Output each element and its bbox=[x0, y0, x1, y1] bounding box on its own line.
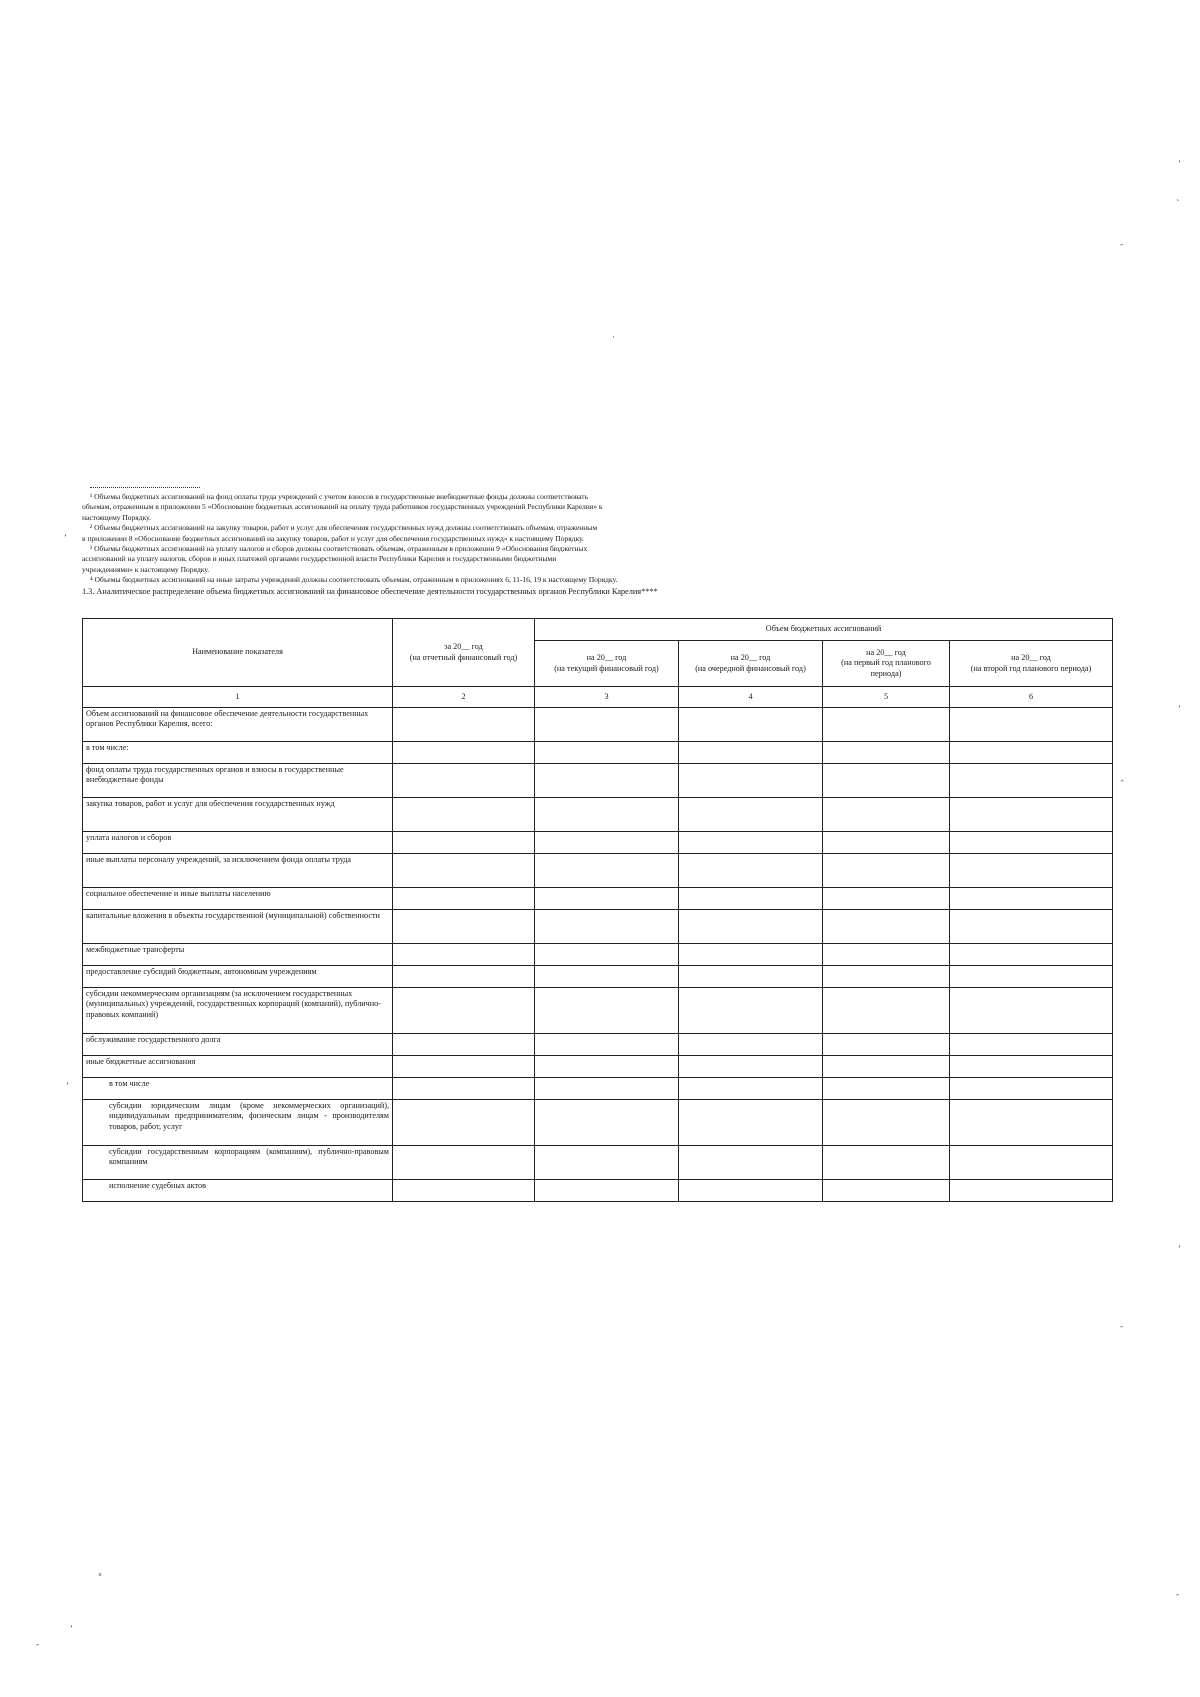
table-row bbox=[83, 988, 1113, 1034]
table-row bbox=[83, 1180, 1113, 1202]
value-cell bbox=[535, 742, 679, 764]
table-row bbox=[83, 798, 1113, 832]
value-cell bbox=[535, 798, 679, 832]
table-row bbox=[83, 708, 1113, 742]
scan-mark: ˎ bbox=[1176, 192, 1181, 202]
value-cell bbox=[950, 742, 1113, 764]
table-row bbox=[83, 1146, 1113, 1180]
header-allocations-group: Объем бюджетных ассигнований bbox=[535, 619, 1113, 641]
value-cell bbox=[823, 708, 950, 742]
value-cell bbox=[679, 1180, 823, 1202]
row-label: фонд оплаты труда государственных органов и взносы в государственные внебюджетные фонды bbox=[83, 764, 393, 798]
value-cell bbox=[679, 966, 823, 988]
value-cell bbox=[535, 1100, 679, 1146]
value-cell bbox=[679, 888, 823, 910]
value-cell bbox=[950, 1180, 1113, 1202]
scan-mark: - bbox=[36, 1640, 40, 1650]
value-cell bbox=[535, 888, 679, 910]
row-label: Объем ассигнований на финансовое обеспечение деятельности государственных органов Республики Карелия, всего: bbox=[83, 708, 393, 742]
value-cell bbox=[950, 854, 1113, 888]
header-next-year: на 20__ год (на очередной финансовый год) bbox=[679, 641, 823, 687]
value-cell bbox=[679, 798, 823, 832]
value-cell bbox=[679, 854, 823, 888]
column-number: 2 bbox=[393, 687, 535, 708]
table-row bbox=[83, 1100, 1113, 1146]
row-label: субсидии юридическим лицам (кроме некоммерческих организаций), индивидуальным предпринимателям, физическим лицам - производителям товаров, работ, услуг bbox=[83, 1100, 393, 1146]
table-row bbox=[83, 854, 1113, 888]
value-cell bbox=[535, 944, 679, 966]
row-label: иные бюджетные ассигнования bbox=[83, 1056, 393, 1078]
scan-mark: ʼ bbox=[64, 534, 67, 544]
scan-mark: ʼ bbox=[1178, 160, 1181, 170]
value-cell bbox=[679, 1078, 823, 1100]
row-label: капитальные вложения в объекты государственной (муниципальной) собственности bbox=[83, 910, 393, 944]
value-cell bbox=[393, 1034, 535, 1056]
header-current-year: на 20__ год (на текущий финансовый год) bbox=[535, 641, 679, 687]
value-cell bbox=[393, 888, 535, 910]
value-cell bbox=[679, 1100, 823, 1146]
row-label: социальное обеспечение и иные выплаты населению bbox=[83, 888, 393, 910]
value-cell bbox=[393, 798, 535, 832]
value-cell bbox=[823, 1100, 950, 1146]
footnote-line: в приложении 8 «Обоснование бюджетных ассигнований на закупку товаров, работ и услуг для обеспечения государственных нужд» к настоящему Порядку. bbox=[82, 533, 584, 543]
value-cell bbox=[535, 1078, 679, 1100]
section-title: 1.3. Аналитическое распределение объема бюджетных ассигнований на финансовое обеспечение деятельности государственных органов Республики Карелия**** bbox=[82, 586, 658, 596]
scan-mark: ʼ bbox=[70, 1625, 73, 1635]
row-label: в том числе bbox=[83, 1078, 393, 1100]
header-reporting-year: за 20__ год (на отчетный финансовый год) bbox=[393, 619, 535, 687]
scan-mark: - bbox=[1120, 240, 1124, 250]
value-cell bbox=[393, 1146, 535, 1180]
table-row bbox=[83, 944, 1113, 966]
value-cell bbox=[679, 1034, 823, 1056]
table-row bbox=[83, 910, 1113, 944]
value-cell bbox=[535, 988, 679, 1034]
value-cell bbox=[823, 854, 950, 888]
value-cell bbox=[393, 1078, 535, 1100]
column-number-row bbox=[83, 687, 1113, 708]
scan-mark: ʼ bbox=[66, 1082, 69, 1092]
value-cell bbox=[823, 742, 950, 764]
value-cell bbox=[823, 888, 950, 910]
value-cell bbox=[950, 832, 1113, 854]
value-cell bbox=[535, 764, 679, 798]
scan-mark: ˣ bbox=[98, 1572, 102, 1582]
table-header bbox=[83, 619, 1113, 708]
value-cell bbox=[393, 910, 535, 944]
value-cell bbox=[535, 854, 679, 888]
value-cell bbox=[679, 742, 823, 764]
value-cell bbox=[823, 1056, 950, 1078]
footnote-line: ³ Объемы бюджетных ассигнований на уплату налогов и сборов должны соответствовать объемам, отраженным в приложении 9 «Обоснования бюджетных bbox=[90, 544, 588, 554]
scan-mark: ʼ bbox=[1178, 705, 1181, 715]
row-label: исполнение судебных актов bbox=[83, 1180, 393, 1202]
table-row bbox=[83, 1034, 1113, 1056]
row-label: уплата налогов и сборов bbox=[83, 832, 393, 854]
value-cell bbox=[823, 910, 950, 944]
value-cell bbox=[535, 1146, 679, 1180]
value-cell bbox=[393, 966, 535, 988]
table-body bbox=[83, 708, 1113, 1202]
table-row bbox=[83, 832, 1113, 854]
footnote-line: объемам, отраженным в приложении 5 «Обоснование бюджетных ассигнований на оплату труда работников государственных учреждений Республики Карелия» к bbox=[82, 502, 603, 512]
value-cell bbox=[535, 966, 679, 988]
scan-mark: · bbox=[612, 333, 615, 343]
value-cell bbox=[950, 1146, 1113, 1180]
value-cell bbox=[679, 944, 823, 966]
value-cell bbox=[535, 832, 679, 854]
value-cell bbox=[679, 832, 823, 854]
value-cell bbox=[679, 910, 823, 944]
value-cell bbox=[535, 910, 679, 944]
value-cell bbox=[535, 1056, 679, 1078]
value-cell bbox=[679, 1056, 823, 1078]
value-cell bbox=[950, 764, 1113, 798]
column-number: 1 bbox=[83, 687, 393, 708]
row-label: субсидии некоммерческим организациям (за исключением государственных (муниципальных) учреждений, государственных корпораций (компаний), публично-правовых компаний) bbox=[83, 988, 393, 1034]
value-cell bbox=[950, 910, 1113, 944]
value-cell bbox=[823, 832, 950, 854]
footnote-line: настоящему Порядку. bbox=[82, 512, 151, 522]
header-indicator: Наименование показателя bbox=[83, 619, 393, 687]
row-label: иные выплаты персоналу учреждений, за исключением фонда оплаты труда bbox=[83, 854, 393, 888]
scan-mark: - bbox=[1120, 1322, 1124, 1332]
value-cell bbox=[679, 1146, 823, 1180]
row-label: обслуживание государственного долга bbox=[83, 1034, 393, 1056]
value-cell bbox=[950, 1056, 1113, 1078]
value-cell bbox=[393, 854, 535, 888]
row-label: межбюджетные трансферты bbox=[83, 944, 393, 966]
value-cell bbox=[679, 764, 823, 798]
scan-mark: ʼ bbox=[1178, 1245, 1181, 1255]
column-number: 3 bbox=[535, 687, 679, 708]
value-cell bbox=[535, 1034, 679, 1056]
footnote-line: учреждениями» к настоящему Порядку. bbox=[82, 564, 210, 574]
value-cell bbox=[823, 1034, 950, 1056]
value-cell bbox=[950, 966, 1113, 988]
value-cell bbox=[823, 1180, 950, 1202]
footnote-line: ² Объемы бюджетных ассигнований на закупку товаров, работ и услуг для обеспечения государственных нужд должны соответствовать объемам, отраженным bbox=[90, 523, 598, 533]
table-row bbox=[83, 742, 1113, 764]
value-cell bbox=[679, 988, 823, 1034]
value-cell bbox=[393, 708, 535, 742]
table-row bbox=[83, 764, 1113, 798]
footnote-line: ассигнований на уплату налогов, сборов и иных платежей органами государственной власти Республики Карелия и государственными бюджетными bbox=[82, 554, 557, 564]
value-cell bbox=[950, 888, 1113, 910]
value-cell bbox=[535, 708, 679, 742]
value-cell bbox=[823, 1146, 950, 1180]
value-cell bbox=[823, 944, 950, 966]
value-cell bbox=[823, 764, 950, 798]
column-number: 4 bbox=[679, 687, 823, 708]
value-cell bbox=[535, 1180, 679, 1202]
value-cell bbox=[679, 708, 823, 742]
value-cell bbox=[393, 1180, 535, 1202]
table-row bbox=[83, 1056, 1113, 1078]
value-cell bbox=[393, 1100, 535, 1146]
value-cell bbox=[393, 832, 535, 854]
value-cell bbox=[393, 988, 535, 1034]
value-cell bbox=[950, 708, 1113, 742]
header-plan-year-2: на 20__ год (на второй год планового периода) bbox=[950, 641, 1113, 687]
footnotes-block bbox=[82, 487, 1112, 597]
value-cell bbox=[950, 988, 1113, 1034]
column-number: 6 bbox=[950, 687, 1113, 708]
footnote-separator bbox=[90, 487, 200, 489]
value-cell bbox=[393, 1056, 535, 1078]
value-cell bbox=[823, 798, 950, 832]
column-number: 5 bbox=[823, 687, 950, 708]
table-row bbox=[83, 1078, 1113, 1100]
value-cell bbox=[950, 1100, 1113, 1146]
row-label: закупка товаров, работ и услуг для обеспечения государственных нужд bbox=[83, 798, 393, 832]
value-cell bbox=[950, 798, 1113, 832]
footnote-line: ⁴ Объемы бюджетных ассигнований на иные затраты учреждений должны соответствовать объемам, отраженным в приложениях 6, 11-16, 19 к настоящему Порядку. bbox=[90, 575, 618, 585]
scan-mark: - bbox=[1176, 1590, 1180, 1600]
value-cell bbox=[950, 944, 1113, 966]
scan-mark: ˆ bbox=[1120, 780, 1125, 790]
table-row bbox=[83, 888, 1113, 910]
value-cell bbox=[393, 944, 535, 966]
row-label: субсидии государственным корпорациям (компаниям), публично-правовым компаниям bbox=[83, 1146, 393, 1180]
allocation-table bbox=[82, 618, 1113, 1202]
value-cell bbox=[823, 988, 950, 1034]
row-label: предоставление субсидий бюджетным, автономным учреждениям bbox=[83, 966, 393, 988]
header-plan-year-1: на 20__ год (на первый год планового периода) bbox=[823, 641, 950, 687]
value-cell bbox=[950, 1034, 1113, 1056]
value-cell bbox=[393, 764, 535, 798]
row-label: в том числе: bbox=[83, 742, 393, 764]
value-cell bbox=[823, 1078, 950, 1100]
value-cell bbox=[393, 742, 535, 764]
value-cell bbox=[823, 966, 950, 988]
value-cell bbox=[950, 1078, 1113, 1100]
table-row bbox=[83, 966, 1113, 988]
footnote-line: ¹ Объемы бюджетных ассигнований на фонд оплаты труда учреждений с учетом взносов в государственные внебюджетные фонды должны соответствовать bbox=[90, 492, 588, 501]
